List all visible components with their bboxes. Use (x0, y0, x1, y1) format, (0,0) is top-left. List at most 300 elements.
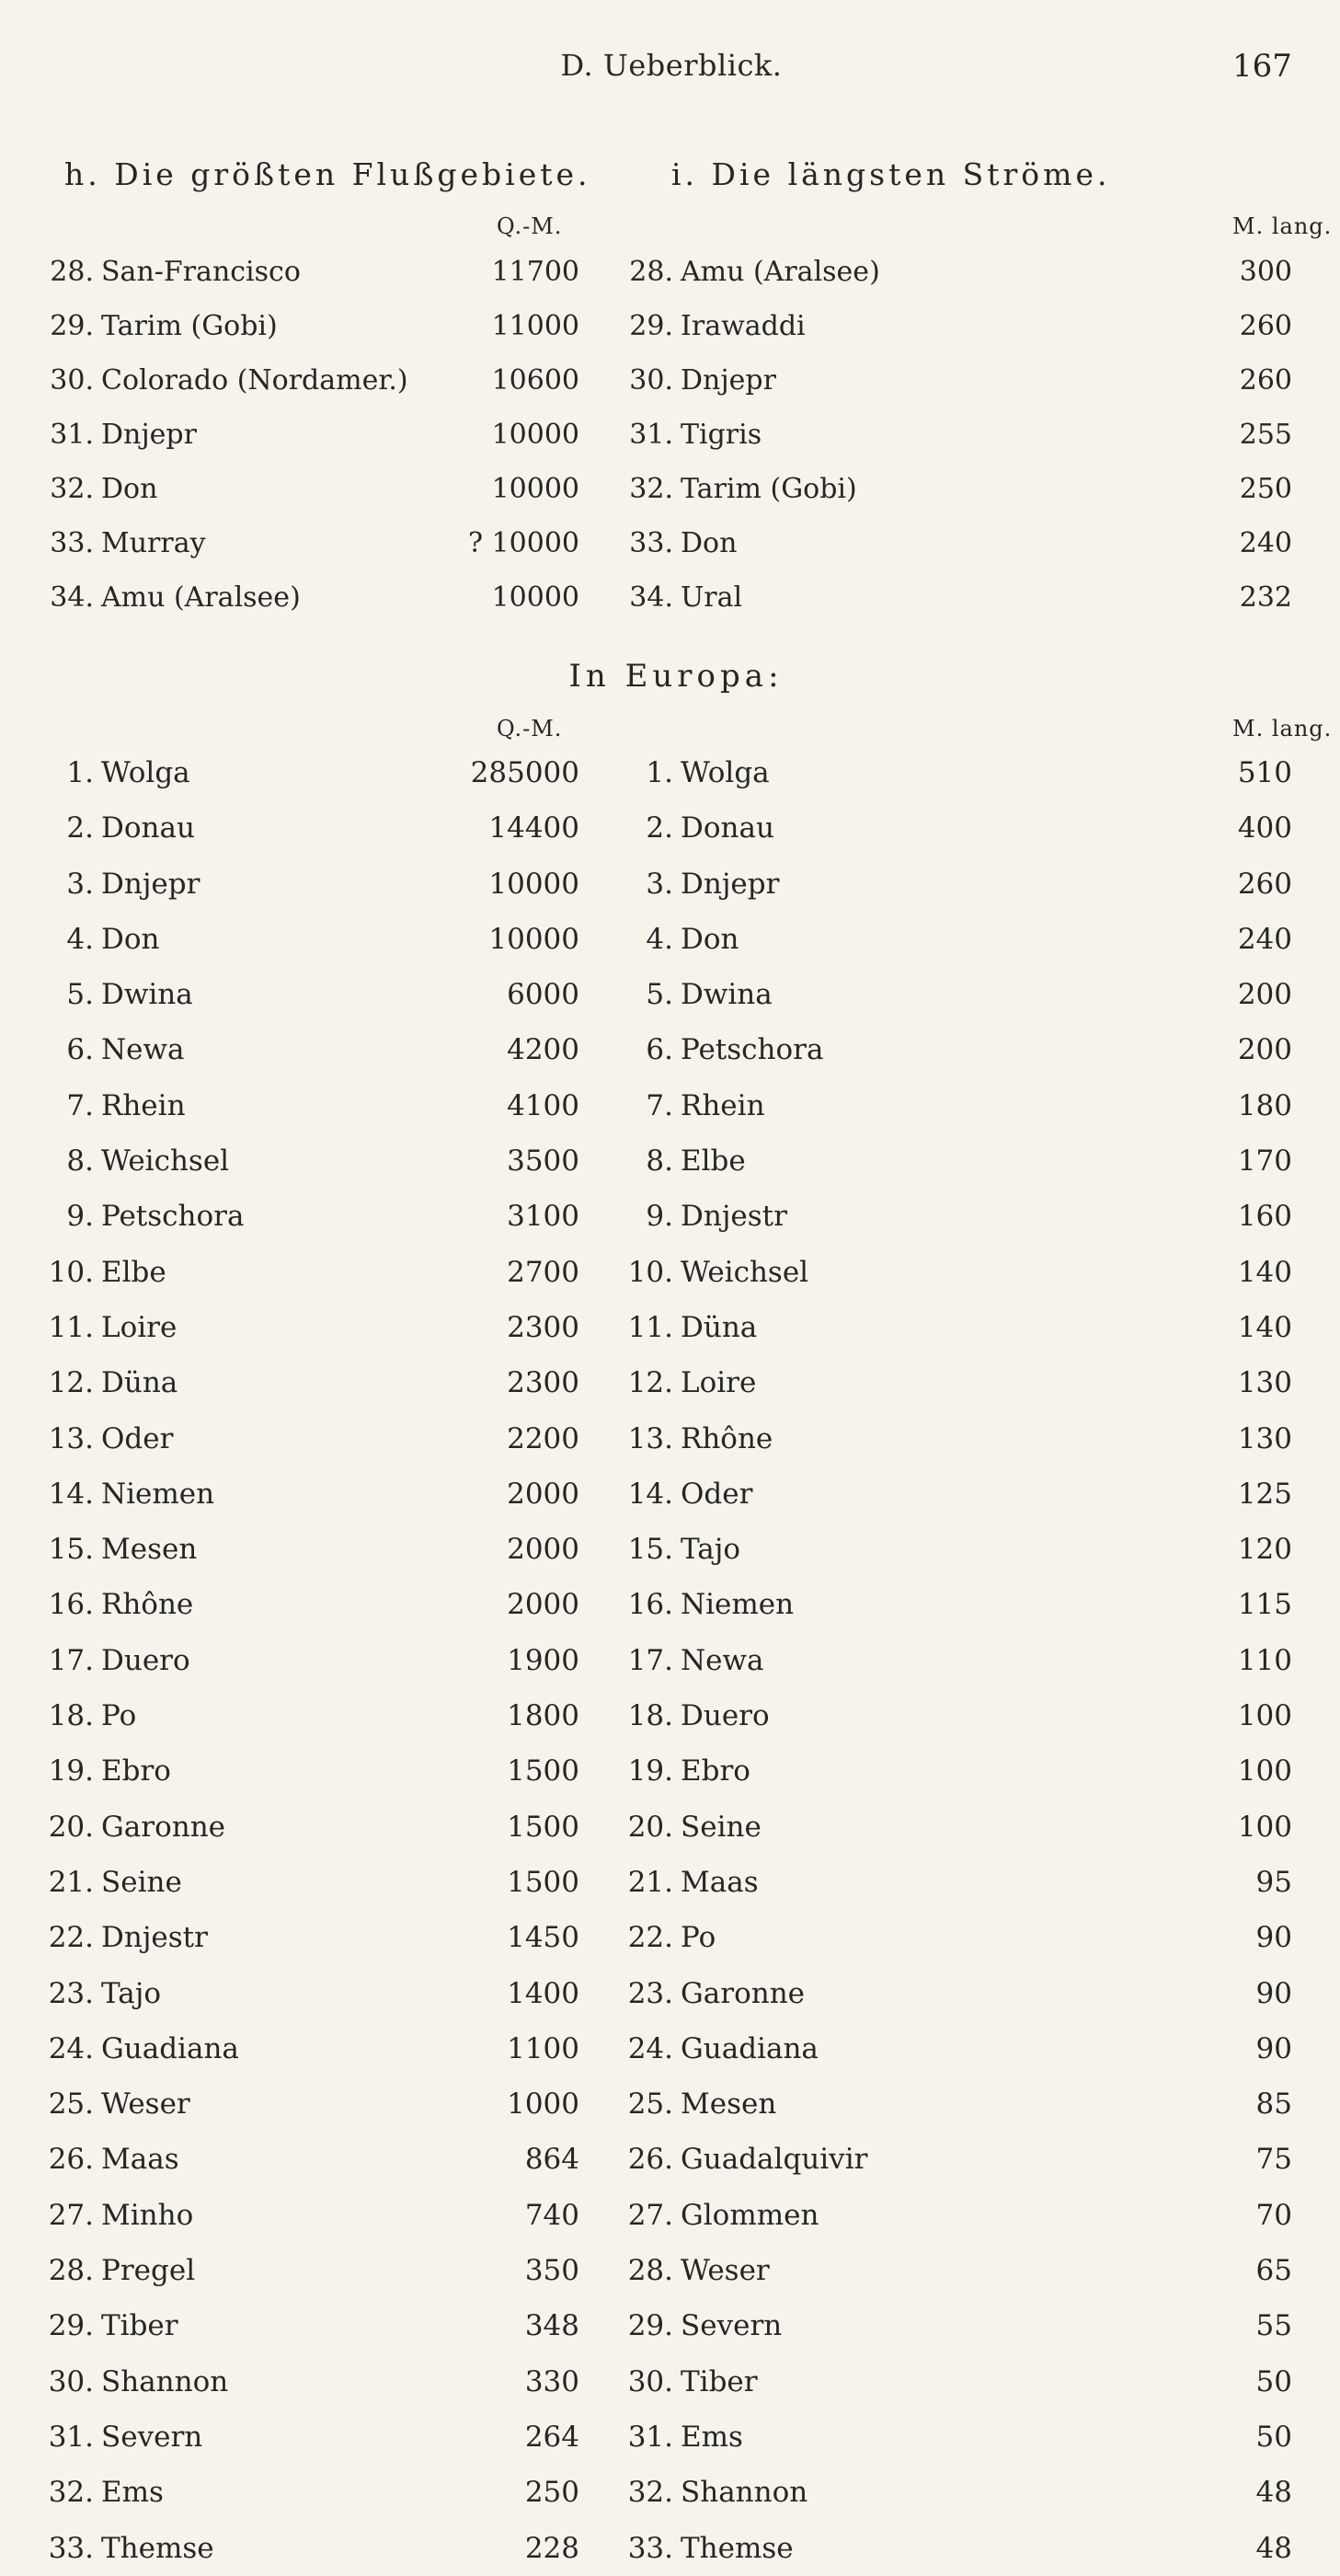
section-title-longest-rivers: i. Die längsten Ströme. (671, 156, 1111, 192)
table-row (607, 2132, 1292, 2187)
row-number: 3. (646, 867, 673, 901)
river-name: Amu (Aralsee) (681, 256, 880, 288)
row-number: 34. (50, 581, 94, 614)
river-name: Wolga (101, 756, 190, 789)
river-name: Wolga (681, 756, 770, 789)
table-row (28, 2132, 579, 2187)
world-lengths-list (607, 245, 1292, 625)
table-row (607, 857, 1292, 912)
table-row (28, 1133, 579, 1189)
river-name: Niemen (101, 1477, 215, 1511)
river-name: Tarim (Gobi) (101, 310, 278, 342)
row-value: 10000 (491, 473, 579, 505)
table-row (28, 1078, 579, 1133)
river-name: Ems (101, 2476, 164, 2510)
row-value: 70 (1255, 2198, 1292, 2232)
row-value: 90 (1255, 1921, 1292, 1955)
river-name: Seine (681, 1810, 762, 1844)
row-number: 15. (627, 1533, 673, 1567)
table-row (28, 1466, 579, 1522)
table-row (607, 1022, 1292, 1077)
row-number: 9. (646, 1200, 673, 1234)
row-number: 21. (627, 1865, 673, 1899)
river-name: Maas (101, 2143, 179, 2177)
row-number: 18. (48, 1699, 94, 1733)
table-row (607, 1466, 1292, 1522)
river-name: Newa (681, 1643, 764, 1677)
table-row (28, 1411, 579, 1466)
river-name: Dnjepr (681, 364, 776, 397)
row-value: 2300 (507, 1366, 579, 1400)
river-name: Donau (681, 811, 774, 845)
region-heading-europe: In Europa: (568, 658, 784, 695)
row-number: 5. (66, 978, 94, 1012)
river-name: Severn (101, 2420, 203, 2454)
row-value: 14400 (488, 811, 579, 845)
table-row (607, 1633, 1292, 1688)
river-name: Garonne (101, 1810, 226, 1844)
row-number: 29. (48, 2309, 94, 2343)
table-row (607, 1688, 1292, 1743)
river-name: Tajo (681, 1533, 741, 1567)
river-name: Ems (681, 2420, 743, 2454)
row-number: 7. (66, 1088, 94, 1122)
row-number: 17. (627, 1643, 673, 1677)
river-name: Mesen (681, 2087, 777, 2122)
row-number: 24. (48, 2031, 94, 2065)
row-number: 15. (48, 1533, 94, 1567)
row-number: 29. (627, 2309, 673, 2343)
river-name: Severn (681, 2309, 783, 2343)
river-name: Ural (681, 581, 743, 614)
river-name: Ebro (101, 1754, 171, 1788)
row-value: 1400 (507, 1976, 579, 2010)
river-name: Tarim (Gobi) (681, 473, 857, 505)
table-row (28, 1300, 579, 1355)
table-row (28, 1966, 579, 2021)
table-row (607, 1411, 1292, 1466)
row-value: 864 (524, 2143, 579, 2177)
row-value: 240 (1237, 922, 1292, 956)
table-row (28, 1522, 579, 1577)
table-row (607, 516, 1292, 570)
row-value: 100 (1237, 1810, 1292, 1844)
river-name: Loire (681, 1366, 757, 1400)
row-number: 23. (627, 1976, 673, 2010)
river-name: Weichsel (681, 1255, 809, 1289)
table-row (607, 2243, 1292, 2298)
river-name: Shannon (681, 2476, 808, 2510)
row-number: 1. (66, 756, 94, 789)
table-row (607, 1355, 1292, 1410)
river-name: Dnjepr (101, 419, 197, 451)
table-row (28, 1910, 579, 1965)
row-number: 21. (48, 1865, 94, 1899)
table-row (28, 800, 579, 856)
table-row (607, 245, 1292, 299)
europe-areas-list (28, 745, 579, 2576)
row-value: 110 (1237, 1643, 1292, 1677)
river-name: Weser (101, 2087, 190, 2122)
unit-label-length: M. lang. (1232, 213, 1333, 239)
row-number: 12. (627, 1366, 673, 1400)
row-value: 10000 (488, 867, 579, 901)
row-number: 34. (629, 581, 673, 614)
row-value: 130 (1237, 1366, 1292, 1400)
row-value: 200 (1237, 1033, 1292, 1067)
table-row (28, 1855, 579, 1910)
river-name: Tiber (681, 2364, 758, 2398)
table-row (607, 2076, 1292, 2132)
river-name: Dnjepr (681, 867, 780, 901)
table-row (28, 745, 579, 800)
river-name: Elbe (101, 1255, 166, 1289)
table-row (607, 1133, 1292, 1189)
table-row (28, 967, 579, 1022)
table-row (607, 1189, 1292, 1244)
row-value: 11700 (491, 256, 579, 288)
table-row (607, 299, 1292, 353)
table-row (28, 570, 579, 625)
row-value: 2000 (507, 1477, 579, 1511)
row-number: 22. (627, 1921, 673, 1955)
row-number: 18. (627, 1699, 673, 1733)
table-row (28, 912, 579, 967)
river-name: Amu (Aralsee) (101, 581, 301, 614)
row-number: 30. (48, 2364, 94, 2398)
table-row (607, 1245, 1292, 1300)
river-name: Colorado (Nordamer.) (101, 364, 408, 397)
row-value: 228 (524, 2531, 579, 2565)
row-value: 1100 (507, 2031, 579, 2065)
row-value: 285000 (470, 756, 579, 789)
river-name: Guadalquivir (681, 2143, 868, 2177)
table-row (607, 1966, 1292, 2021)
row-number: 6. (646, 1033, 673, 1067)
row-value: 4100 (507, 1088, 579, 1122)
row-value: 10000 (488, 922, 579, 956)
river-name: Dnjestr (681, 1200, 787, 1234)
row-value: 140 (1237, 1310, 1292, 1344)
row-number: 2. (646, 811, 673, 845)
row-value: 240 (1239, 527, 1292, 559)
river-name: Elbe (681, 1144, 746, 1179)
table-row (607, 1078, 1292, 1133)
row-number: 24. (627, 2031, 673, 2065)
row-number: 16. (627, 1588, 673, 1622)
river-name: Themse (681, 2531, 794, 2565)
row-number: 27. (48, 2198, 94, 2232)
table-row (607, 745, 1292, 800)
row-value: 1500 (507, 1754, 579, 1788)
river-name: Maas (681, 1865, 759, 1899)
river-name: Garonne (681, 1976, 806, 2010)
table-row (28, 2076, 579, 2132)
row-value: 11000 (491, 310, 579, 342)
river-name: Oder (101, 1421, 174, 1455)
river-name: Dwina (101, 978, 193, 1012)
row-value: 170 (1237, 1144, 1292, 1179)
row-number: 26. (627, 2143, 673, 2177)
river-name: Don (101, 922, 160, 956)
row-number: 28. (48, 2254, 94, 2288)
river-name: Duero (101, 1643, 190, 1677)
row-number: 30. (629, 364, 673, 397)
row-number: 30. (627, 2364, 673, 2398)
row-value: 100 (1237, 1699, 1292, 1733)
table-row (28, 299, 579, 353)
row-number: 10. (627, 1255, 673, 1289)
row-value: 48 (1255, 2531, 1292, 2565)
river-name: Po (101, 1699, 137, 1733)
table-row (28, 1688, 579, 1743)
table-row (607, 1577, 1292, 1632)
row-number: 31. (48, 2420, 94, 2454)
table-row (607, 1300, 1292, 1355)
row-number: 4. (66, 922, 94, 956)
river-name: Tajo (101, 1976, 162, 2010)
river-name: Dnjestr (101, 1921, 208, 1955)
row-value: 350 (524, 2254, 579, 2288)
row-value: 160 (1237, 1200, 1292, 1234)
river-name: Ebro (681, 1754, 750, 1788)
row-value: 250 (524, 2476, 579, 2510)
row-value: 255 (1239, 419, 1292, 451)
row-value: 6000 (507, 978, 579, 1012)
river-name: Seine (101, 1865, 182, 1899)
row-number: 31. (50, 419, 94, 451)
table-row (607, 2521, 1292, 2576)
row-value: 2200 (507, 1421, 579, 1455)
row-value: 3100 (507, 1200, 579, 1234)
table-row (28, 1633, 579, 1688)
row-number: 22. (48, 1921, 94, 1955)
river-name: Weser (681, 2254, 770, 2288)
row-value: 50 (1255, 2364, 1292, 2398)
europe-unit-label-length: M. lang. (1232, 716, 1333, 742)
row-number: 33. (629, 527, 673, 559)
row-value: 232 (1239, 581, 1292, 614)
table-row (28, 2188, 579, 2243)
row-value: 4200 (507, 1033, 579, 1067)
table-row (28, 857, 579, 912)
row-number: 25. (627, 2087, 673, 2122)
table-row (28, 1245, 579, 1300)
table-row (28, 2243, 579, 2298)
row-value: 1450 (507, 1921, 579, 1955)
row-value: 50 (1255, 2420, 1292, 2454)
river-name: Düna (681, 1310, 758, 1344)
row-number: 25. (48, 2087, 94, 2122)
table-row (28, 1800, 579, 1855)
row-number: 13. (627, 1421, 673, 1455)
river-name: Irawaddi (681, 310, 806, 342)
row-value: 264 (524, 2420, 579, 2454)
table-row (28, 408, 579, 462)
row-number: 3. (66, 867, 94, 901)
river-name: Niemen (681, 1588, 795, 1622)
river-name: Shannon (101, 2364, 229, 2398)
table-row (607, 408, 1292, 462)
river-name: Don (681, 527, 738, 559)
river-name: Don (101, 473, 158, 505)
river-name: Petschora (681, 1033, 824, 1067)
row-number: 19. (627, 1754, 673, 1788)
table-row (28, 2298, 579, 2353)
river-name: Themse (101, 2531, 214, 2565)
row-number: 2. (66, 811, 94, 845)
row-value: 65 (1255, 2254, 1292, 2288)
row-value: 400 (1237, 811, 1292, 845)
river-name: Mesen (101, 1533, 198, 1567)
table-row (607, 1522, 1292, 1577)
table-row (607, 1743, 1292, 1799)
row-value: 95 (1255, 1865, 1292, 1899)
row-number: 26. (48, 2143, 94, 2177)
river-name: Weichsel (101, 1144, 230, 1179)
row-value: 90 (1255, 2031, 1292, 2065)
river-name: Pregel (101, 2254, 196, 2288)
row-value: 2700 (507, 1255, 579, 1289)
river-name: Dwina (681, 978, 773, 1012)
row-value: 1500 (507, 1865, 579, 1899)
table-row (28, 1022, 579, 1077)
river-name: Rhein (681, 1088, 765, 1122)
row-number: 27. (627, 2198, 673, 2232)
row-number: 5. (646, 978, 673, 1012)
row-value: 48 (1255, 2476, 1292, 2510)
row-number: 7. (646, 1088, 673, 1122)
table-row (28, 353, 579, 408)
river-name: Newa (101, 1033, 185, 1067)
row-number: 8. (66, 1144, 94, 1179)
row-number: 32. (629, 473, 673, 505)
table-row (28, 1189, 579, 1244)
row-value: 1800 (507, 1699, 579, 1733)
table-row (28, 2521, 579, 2576)
row-number: 13. (48, 1421, 94, 1455)
row-number: 28. (627, 2254, 673, 2288)
row-number: 6. (66, 1033, 94, 1067)
row-value: 75 (1255, 2143, 1292, 2177)
row-value: 330 (524, 2364, 579, 2398)
running-header: D. Ueberblick. (560, 48, 783, 83)
table-row (607, 2188, 1292, 2243)
river-name: Dnjepr (101, 867, 200, 901)
table-row (607, 800, 1292, 856)
river-name: Loire (101, 1310, 178, 1344)
row-number: 4. (646, 922, 673, 956)
table-row (607, 2465, 1292, 2520)
unit-label-area: Q.-M. (497, 213, 563, 239)
table-row (607, 1855, 1292, 1910)
section-title-river-basins: h. Die größten Flußgebiete. (64, 156, 591, 192)
row-value: 130 (1237, 1421, 1292, 1455)
row-value: 125 (1237, 1477, 1292, 1511)
river-name: Rhein (101, 1088, 186, 1122)
row-number: 33. (627, 2531, 673, 2565)
row-value: 140 (1237, 1255, 1292, 1289)
table-row (28, 516, 579, 570)
row-number: 33. (48, 2531, 94, 2565)
row-number: 20. (627, 1810, 673, 1844)
river-name: Tiber (101, 2309, 178, 2343)
row-value: 85 (1255, 2087, 1292, 2122)
row-number: 10. (48, 1255, 94, 1289)
river-name: San-Francisco (101, 256, 301, 288)
river-name: Rhône (681, 1421, 773, 1455)
row-value: 740 (524, 2198, 579, 2232)
row-number: 29. (629, 310, 673, 342)
river-name: Donau (101, 811, 195, 845)
row-value: 10000 (491, 581, 579, 614)
row-number: 23. (48, 1976, 94, 2010)
row-number: 32. (50, 473, 94, 505)
row-value: 10000 (491, 419, 579, 451)
row-value: 250 (1239, 473, 1292, 505)
table-row (607, 912, 1292, 967)
row-value: 115 (1237, 1588, 1292, 1622)
row-value: 180 (1237, 1088, 1292, 1122)
row-value: 55 (1255, 2309, 1292, 2343)
river-name: Düna (101, 1366, 178, 1400)
row-number: 28. (629, 256, 673, 288)
row-number: 31. (629, 419, 673, 451)
row-number: 14. (48, 1477, 94, 1511)
row-value: 510 (1237, 756, 1292, 789)
table-row (28, 2354, 579, 2409)
row-number: 29. (50, 310, 94, 342)
row-number: 1. (646, 756, 673, 789)
row-number: 14. (627, 1477, 673, 1511)
table-row (607, 2021, 1292, 2076)
river-name: Duero (681, 1699, 770, 1733)
row-value: 120 (1237, 1533, 1292, 1567)
river-name: Rhône (101, 1588, 194, 1622)
river-name: Don (681, 922, 739, 956)
table-row (28, 1577, 579, 1632)
river-name: Minho (101, 2198, 194, 2232)
world-areas-list (28, 245, 579, 625)
europe-lengths-list (607, 745, 1292, 2576)
table-row (28, 2409, 579, 2465)
table-row (607, 967, 1292, 1022)
table-row (28, 245, 579, 299)
row-number: 32. (48, 2476, 94, 2510)
row-value: 2000 (507, 1588, 579, 1622)
row-value: 1000 (507, 2087, 579, 2122)
river-name: Oder (681, 1477, 753, 1511)
river-name: Po (681, 1921, 716, 1955)
row-number: 11. (627, 1310, 673, 1344)
row-value: 1900 (507, 1643, 579, 1677)
table-row (607, 570, 1292, 625)
row-number: 20. (48, 1810, 94, 1844)
table-row (28, 462, 579, 516)
river-name: Glommen (681, 2198, 819, 2232)
row-value: 1500 (507, 1810, 579, 1844)
row-value: 260 (1239, 310, 1292, 342)
row-value: ? 10000 (467, 527, 579, 559)
row-value: 300 (1239, 256, 1292, 288)
page-number: 167 (1232, 48, 1292, 85)
row-value: 10600 (491, 364, 579, 397)
table-row (28, 1355, 579, 1410)
row-value: 260 (1237, 867, 1292, 901)
row-number: 33. (50, 527, 94, 559)
table-row (607, 2298, 1292, 2353)
river-name: Murray (101, 527, 206, 559)
